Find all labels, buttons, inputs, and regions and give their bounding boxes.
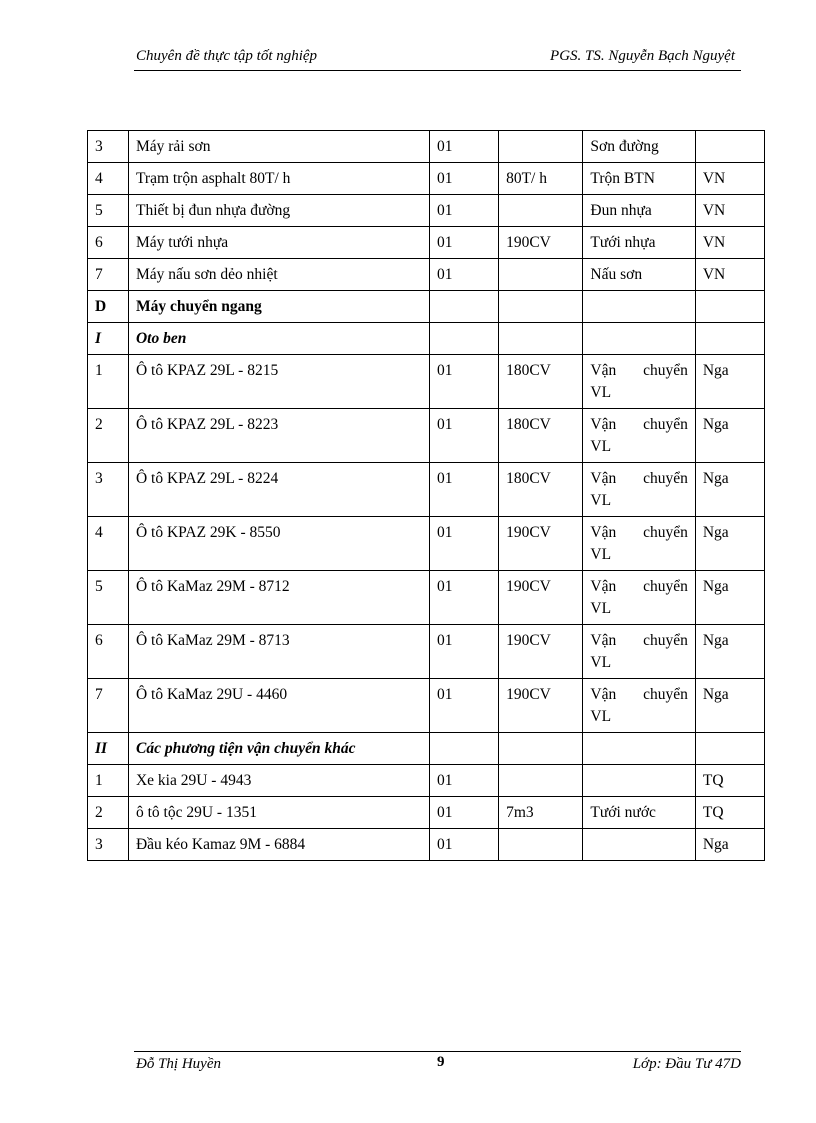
table-row [88,797,765,829]
page-footer [134,1051,741,1076]
capacity-cell [499,829,583,861]
origin-cell: Nga [695,571,764,625]
quantity-cell: 01 [430,409,499,463]
row-number-cell: 6 [88,227,129,259]
table-row [88,571,765,625]
table-row [88,291,765,323]
equipment-name-cell: Máy tưới nhựa [128,227,429,259]
row-number-cell: 1 [88,355,129,409]
purpose-cell [583,291,695,323]
origin-cell: Nga [695,517,764,571]
quantity-cell: 01 [430,463,499,517]
origin-cell [695,733,764,765]
row-number-cell: 5 [88,195,129,227]
row-number-cell: 2 [88,797,129,829]
capacity-cell: 180CV [499,409,583,463]
purpose-cell: Nấu sơn [583,259,695,291]
table-row [88,409,765,463]
page-header [134,48,741,71]
purpose-cell [583,733,695,765]
row-number-cell: 7 [88,679,129,733]
purpose-cell: Vận chuyển VL [583,625,695,679]
equipment-name-cell: Máy nấu sơn dẻo nhiệt [128,259,429,291]
quantity-cell: 01 [430,829,499,861]
row-number-cell: 5 [88,571,129,625]
quantity-cell [430,733,499,765]
purpose-cell: Vận chuyển VL [583,409,695,463]
equipment-table-body [88,131,765,861]
origin-cell: Nga [695,829,764,861]
table-row [88,765,765,797]
row-number-cell: 4 [88,517,129,571]
table-row [88,259,765,291]
equipment-name-cell: Thiết bị đun nhựa đường [128,195,429,227]
purpose-cell: Vận chuyển VL [583,517,695,571]
capacity-cell [499,195,583,227]
quantity-cell: 01 [430,259,499,291]
footer-author: Đỗ Thị Huyền [136,1056,221,1072]
quantity-cell: 01 [430,797,499,829]
equipment-name-cell: Ô tô KaMaz 29M - 8713 [128,625,429,679]
capacity-cell: 190CV [499,625,583,679]
quantity-cell: 01 [430,163,499,195]
purpose-cell: Trộn BTN [583,163,695,195]
origin-cell: VN [695,163,764,195]
table-row [88,323,765,355]
table-row [88,517,765,571]
capacity-cell [499,291,583,323]
capacity-cell: 190CV [499,227,583,259]
origin-cell: VN [695,195,764,227]
purpose-cell: Vận chuyển VL [583,679,695,733]
quantity-cell: 01 [430,679,499,733]
equipment-name-cell: ô tô tộc 29U - 1351 [128,797,429,829]
capacity-cell [499,733,583,765]
row-number-cell: 7 [88,259,129,291]
row-number-cell: D [88,291,129,323]
quantity-cell: 01 [430,571,499,625]
equipment-name-cell: Máy rải sơn [128,131,429,163]
table-row [88,679,765,733]
origin-cell: Nga [695,355,764,409]
capacity-cell [499,765,583,797]
row-number-cell: 2 [88,409,129,463]
table-row [88,131,765,163]
row-number-cell: 3 [88,131,129,163]
purpose-cell: Tưới nhựa [583,227,695,259]
equipment-name-cell: Ô tô KPAZ 29L - 8223 [128,409,429,463]
capacity-cell: 190CV [499,517,583,571]
equipment-name-cell: Oto ben [128,323,429,355]
quantity-cell: 01 [430,227,499,259]
origin-cell [695,131,764,163]
purpose-cell: Vận chuyển VL [583,355,695,409]
equipment-name-cell: Ô tô KPAZ 29L - 8224 [128,463,429,517]
purpose-cell [583,765,695,797]
equipment-name-cell: Máy chuyển ngang [128,291,429,323]
table-row [88,733,765,765]
purpose-cell: Đun nhựa [583,195,695,227]
equipment-name-cell: Các phương tiện vận chuyển khác [128,733,429,765]
purpose-cell: Sơn đường [583,131,695,163]
purpose-cell: Vận chuyển VL [583,463,695,517]
quantity-cell: 01 [430,765,499,797]
origin-cell: Nga [695,625,764,679]
row-number-cell: 3 [88,463,129,517]
origin-cell: VN [695,259,764,291]
origin-cell: Nga [695,409,764,463]
row-number-cell: 3 [88,829,129,861]
origin-cell: TQ [695,765,764,797]
row-number-cell: I [88,323,129,355]
capacity-cell: 7m3 [499,797,583,829]
row-number-cell: 6 [88,625,129,679]
purpose-cell: Tưới nước [583,797,695,829]
quantity-cell [430,323,499,355]
origin-cell [695,323,764,355]
row-number-cell: 4 [88,163,129,195]
purpose-cell [583,323,695,355]
equipment-name-cell: Trạm trộn asphalt 80T/ h [128,163,429,195]
quantity-cell: 01 [430,625,499,679]
origin-cell: TQ [695,797,764,829]
quantity-cell: 01 [430,131,499,163]
equipment-table [87,130,765,861]
capacity-cell [499,259,583,291]
equipment-name-cell: Ô tô KPAZ 29K - 8550 [128,517,429,571]
capacity-cell: 80T/ h [499,163,583,195]
header-document-title: Chuyên đề thực tập tốt nghiệp [136,48,318,64]
purpose-cell: Vận chuyển VL [583,571,695,625]
quantity-cell [430,291,499,323]
footer-class: Lớp: Đầu Tư 47D [632,1056,741,1072]
row-number-cell: II [88,733,129,765]
header-supervisor: PGS. TS. Nguyễn Bạch Nguyệt [550,48,735,64]
capacity-cell: 190CV [499,679,583,733]
capacity-cell [499,131,583,163]
table-row [88,195,765,227]
table-row [88,463,765,517]
table-row [88,625,765,679]
equipment-name-cell: Ô tô KPAZ 29L - 8215 [128,355,429,409]
table-row [88,829,765,861]
purpose-cell [583,829,695,861]
row-number-cell: 1 [88,765,129,797]
equipment-name-cell: Đầu kéo Kamaz 9M - 6884 [128,829,429,861]
equipment-name-cell: Ô tô KaMaz 29U - 4460 [128,679,429,733]
equipment-name-cell: Xe kia 29U - 4943 [128,765,429,797]
equipment-name-cell: Ô tô KaMaz 29M - 8712 [128,571,429,625]
capacity-cell: 180CV [499,463,583,517]
table-row [88,227,765,259]
origin-cell: Nga [695,679,764,733]
quantity-cell: 01 [430,517,499,571]
origin-cell [695,291,764,323]
origin-cell: VN [695,227,764,259]
capacity-cell [499,323,583,355]
table-row [88,163,765,195]
origin-cell: Nga [695,463,764,517]
capacity-cell: 190CV [499,571,583,625]
quantity-cell: 01 [430,195,499,227]
capacity-cell: 180CV [499,355,583,409]
table-row [88,355,765,409]
quantity-cell: 01 [430,355,499,409]
page-number: 9 [437,1054,445,1070]
